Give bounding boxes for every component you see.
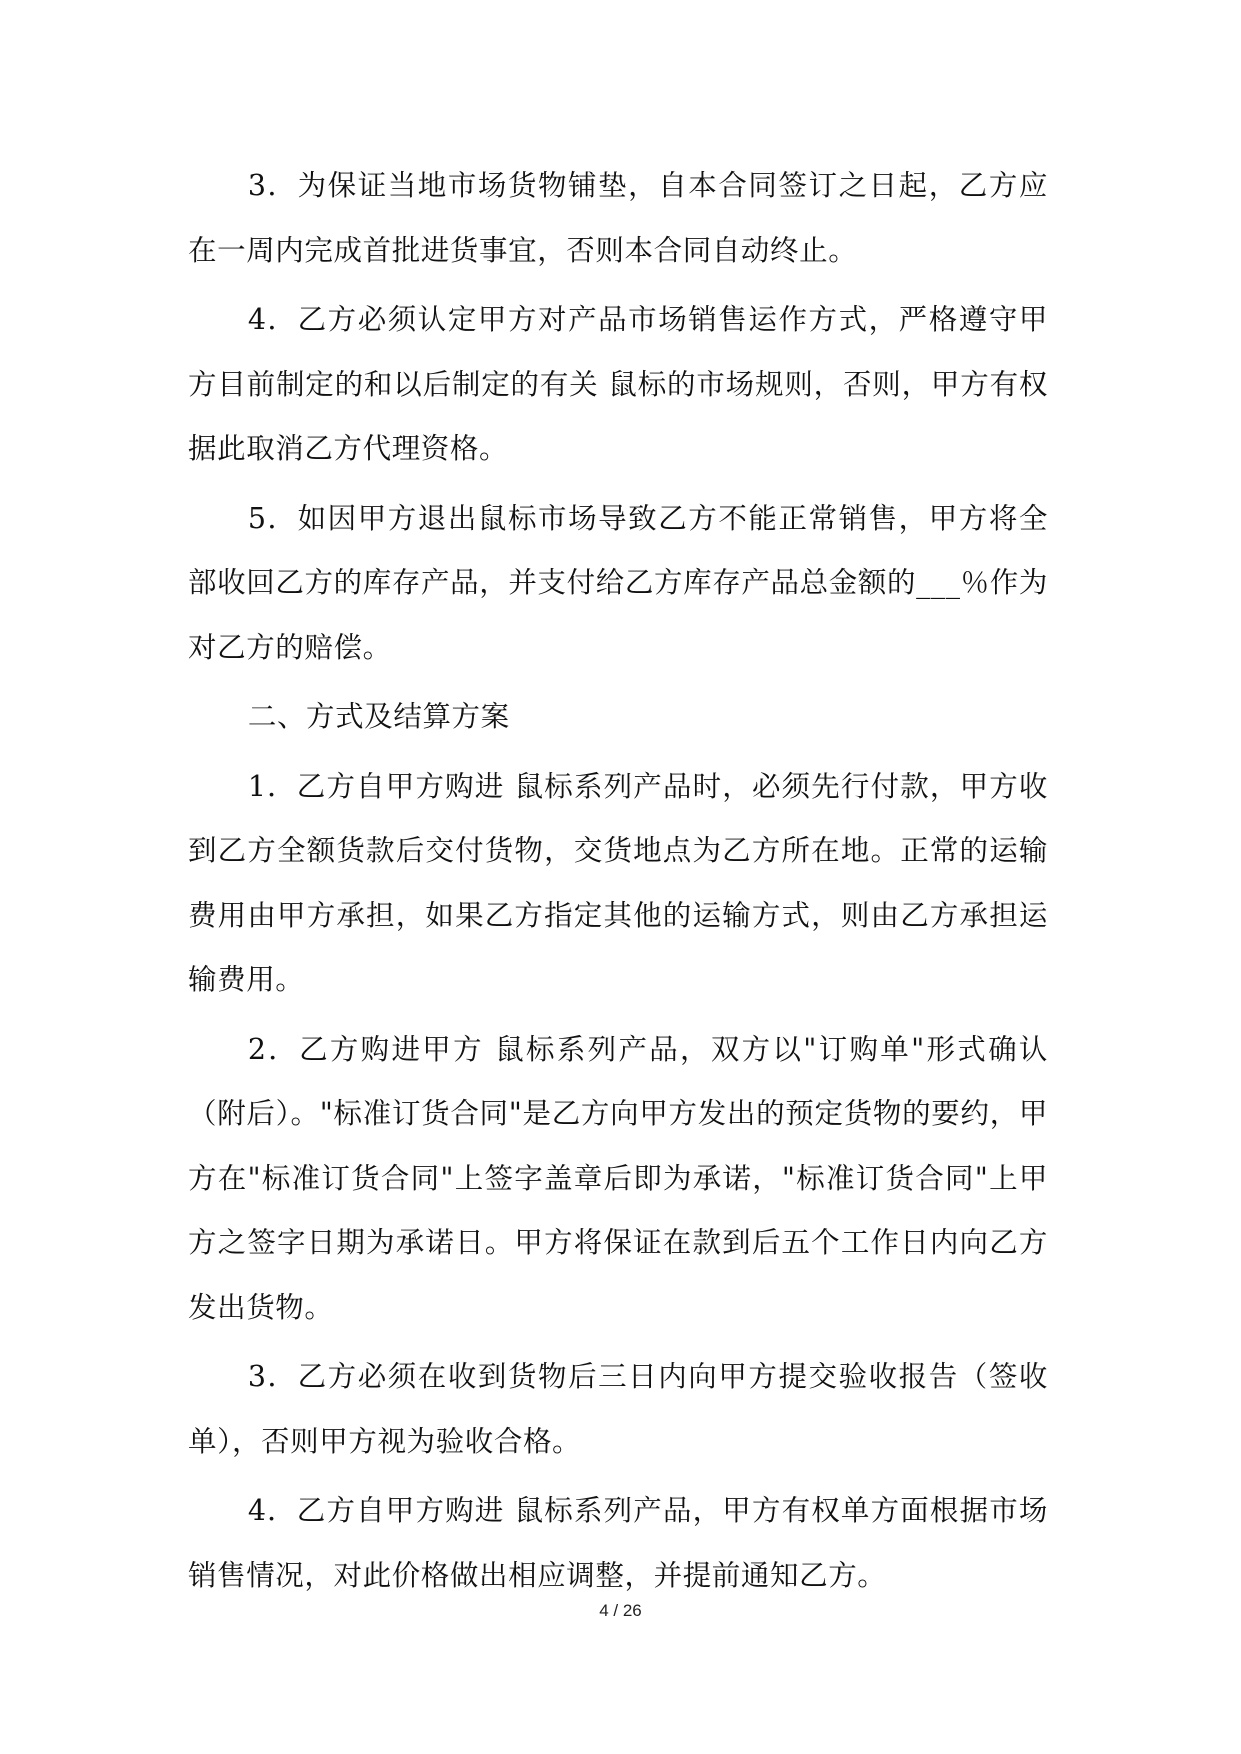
clause-paragraph: 1．乙方自甲方购进 鼠标系列产品时，必须先行付款，甲方收到乙方全额货款后交付货物，交货地点为乙方所在地。正常的运输费用由甲方承担，如果乙方指定其他的运输方式，则由乙方承担运输费用。 — [188, 769, 1048, 996]
clause-paragraph: 5．如因甲方退出鼠标市场导致乙方不能正常销售，甲方将全部收回乙方的库存产品，并支付给乙方库存产品总金额的___％作为对乙方的赔偿。 — [188, 501, 1048, 664]
clause-paragraph: 2．乙方购进甲方 鼠标系列产品，双方以"订购单"形式确认（附后）。"标准订货合同"是乙方向甲方发出的预定货物的要约，甲方在"标准订货合同"上签字盖章后即为承诺，"标准订货合同"上甲方之签字日期为承诺日。甲方将保证在款到后五个工作日内向乙方发出货物。 — [188, 1032, 1048, 1324]
clause-paragraph: 4．乙方必须认定甲方对产品市场销售运作方式，严格遵守甲方目前制定的和以后制定的有关 鼠标的市场规则，否则，甲方有权据此取消乙方代理资格。 — [188, 303, 1048, 465]
section-heading: 二、方式及结算方案 — [247, 700, 510, 733]
page-number: 4 / 26 — [599, 1601, 642, 1620]
clause-paragraph: 4．乙方自甲方购进 鼠标系列产品，甲方有权单方面根据市场销售情况，对此价格做出相应调整，并提前通知乙方。 — [188, 1494, 1048, 1592]
clause-paragraph: 3．乙方必须在收到货物后三日内向甲方提交验收报告（签收单），否则甲方视为验收合格。 — [188, 1360, 1048, 1458]
document-body — [188, 154, 1048, 1613]
clause-paragraph: 3．为保证当地市场货物铺垫，自本合同签订之日起，乙方应在一周内完成首批进货事宜，否则本合同自动终止。 — [188, 169, 1048, 267]
